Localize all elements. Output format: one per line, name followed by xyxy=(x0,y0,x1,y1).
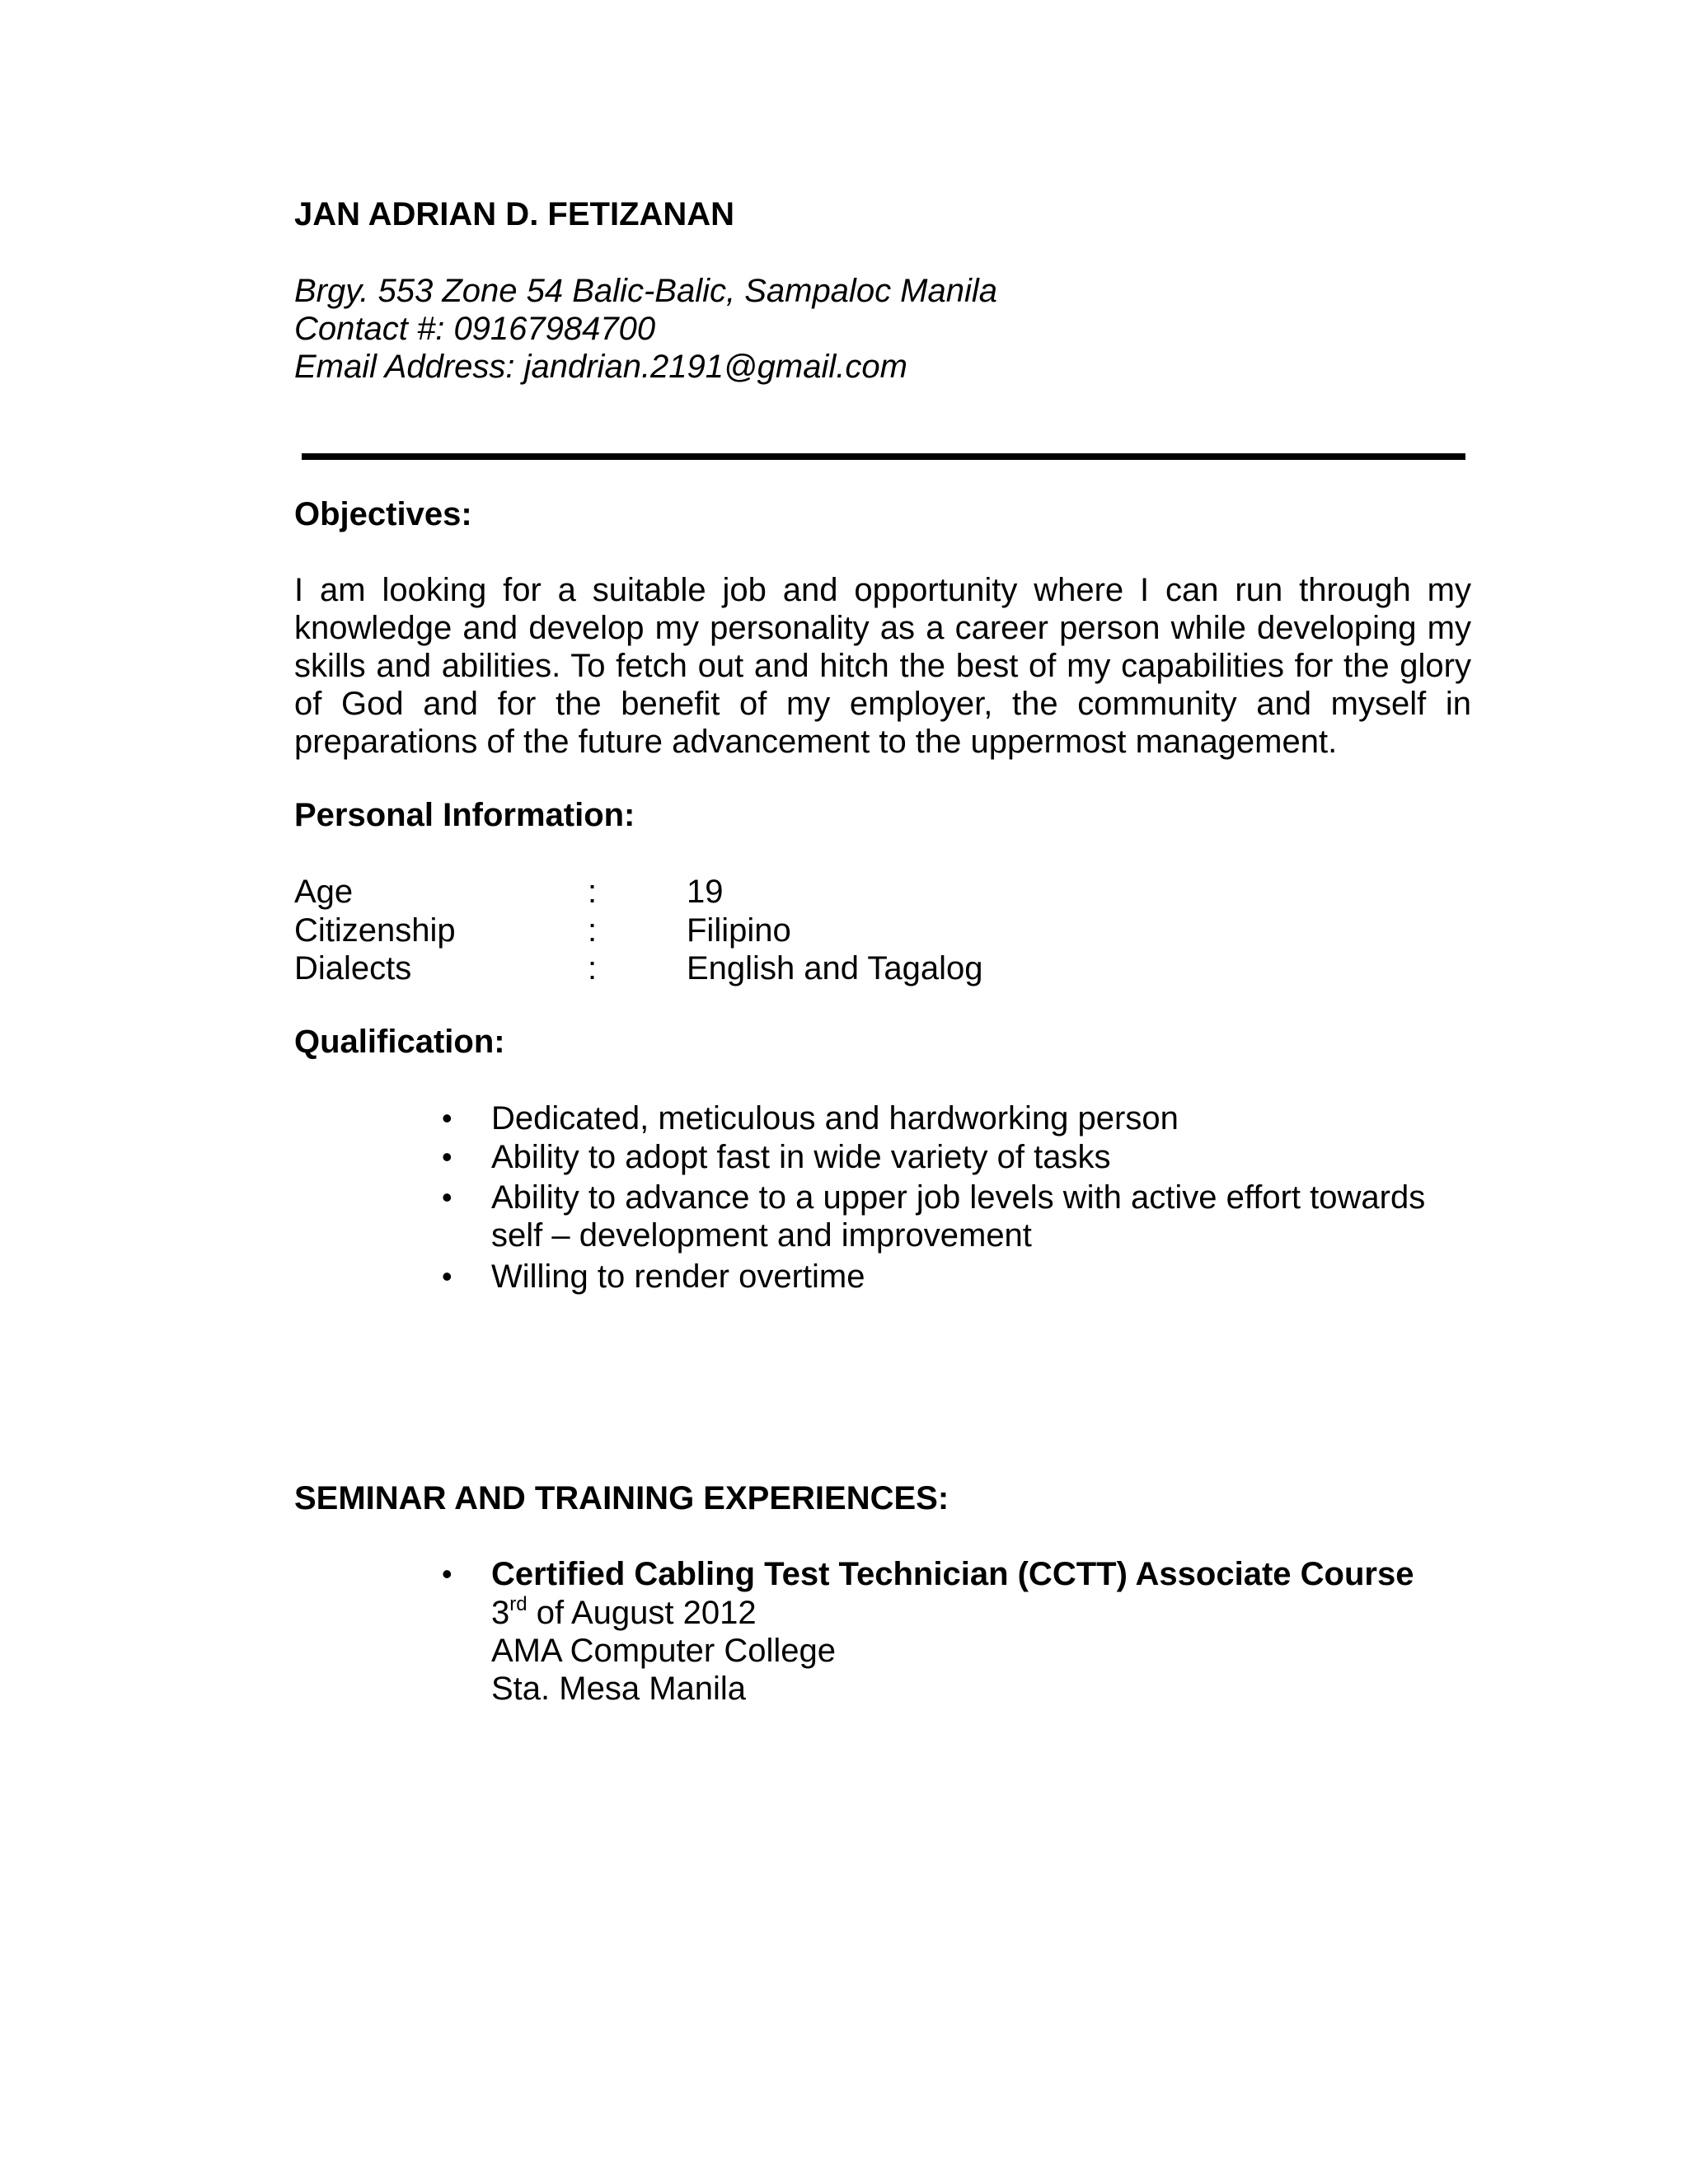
citizenship-value: Filipino xyxy=(687,912,791,949)
age-label: Age xyxy=(294,874,354,910)
applicant-name: JAN ADRIAN D. FETIZANAN xyxy=(294,196,735,232)
qualification-item-continued: self – development and improvement xyxy=(491,1217,1032,1254)
objectives-line: I am looking for a suitable job and opportunity where I can run through my xyxy=(294,572,1471,608)
dialects-separator: : xyxy=(588,950,598,987)
objectives-heading: Objectives: xyxy=(294,496,472,532)
qualification-item: Willing to render overtime xyxy=(491,1258,865,1295)
dialects-label: Dialects xyxy=(294,950,412,987)
bullet-icon: • xyxy=(442,1101,452,1135)
bullet-icon: • xyxy=(442,1557,452,1591)
horizontal-divider xyxy=(302,453,1465,460)
citizenship-label: Citizenship xyxy=(294,912,456,949)
dialects-value: English and Tagalog xyxy=(687,950,983,987)
seminar-course-title: Certified Cabling Test Technician (CCTT) Associate Course xyxy=(491,1556,1414,1592)
email-address: Email Address: jandrian.2191@gmail.com xyxy=(294,349,907,385)
objectives-line: preparations of the future advancement to the uppermost management. xyxy=(294,724,1338,760)
bullet-icon: • xyxy=(442,1259,452,1293)
seminar-school: AMA Computer College xyxy=(491,1633,836,1669)
address-line: Brgy. 553 Zone 54 Balic-Balic, Sampaloc Manila xyxy=(294,273,998,309)
seminar-date-rest: of August 2012 xyxy=(527,1595,757,1631)
age-value: 19 xyxy=(687,874,724,910)
seminars-heading: SEMINAR AND TRAINING EXPERIENCES: xyxy=(294,1480,950,1516)
objectives-line: of God and for the benefit of my employer, the community and myself in xyxy=(294,686,1471,722)
seminar-location: Sta. Mesa Manila xyxy=(491,1671,747,1707)
citizenship-separator: : xyxy=(588,912,598,949)
objectives-paragraph xyxy=(294,571,1471,761)
seminar-date-day: 3 xyxy=(491,1595,510,1631)
qualification-item: Ability to adopt fast in wide variety of tasks xyxy=(491,1139,1111,1175)
personal-info-heading: Personal Information: xyxy=(294,797,635,833)
age-separator: : xyxy=(588,874,598,910)
bullet-icon: • xyxy=(442,1180,452,1214)
qualification-heading: Qualification: xyxy=(294,1024,505,1060)
objectives-line: skills and abilities. To fetch out and hitch the best of my capabilities for the glory xyxy=(294,648,1471,684)
qualification-item: Ability to advance to a upper job levels with active effort towards xyxy=(491,1179,1426,1216)
seminar-date-suffix: rd xyxy=(509,1593,528,1615)
objectives-line: knowledge and develop my personality as a career person while developing my xyxy=(294,610,1471,646)
qualification-item: Dedicated, meticulous and hardworking person xyxy=(491,1100,1179,1137)
seminar-date xyxy=(491,1594,757,1632)
bullet-icon: • xyxy=(442,1140,452,1174)
contact-number: Contact #: 09167984700 xyxy=(294,311,656,347)
